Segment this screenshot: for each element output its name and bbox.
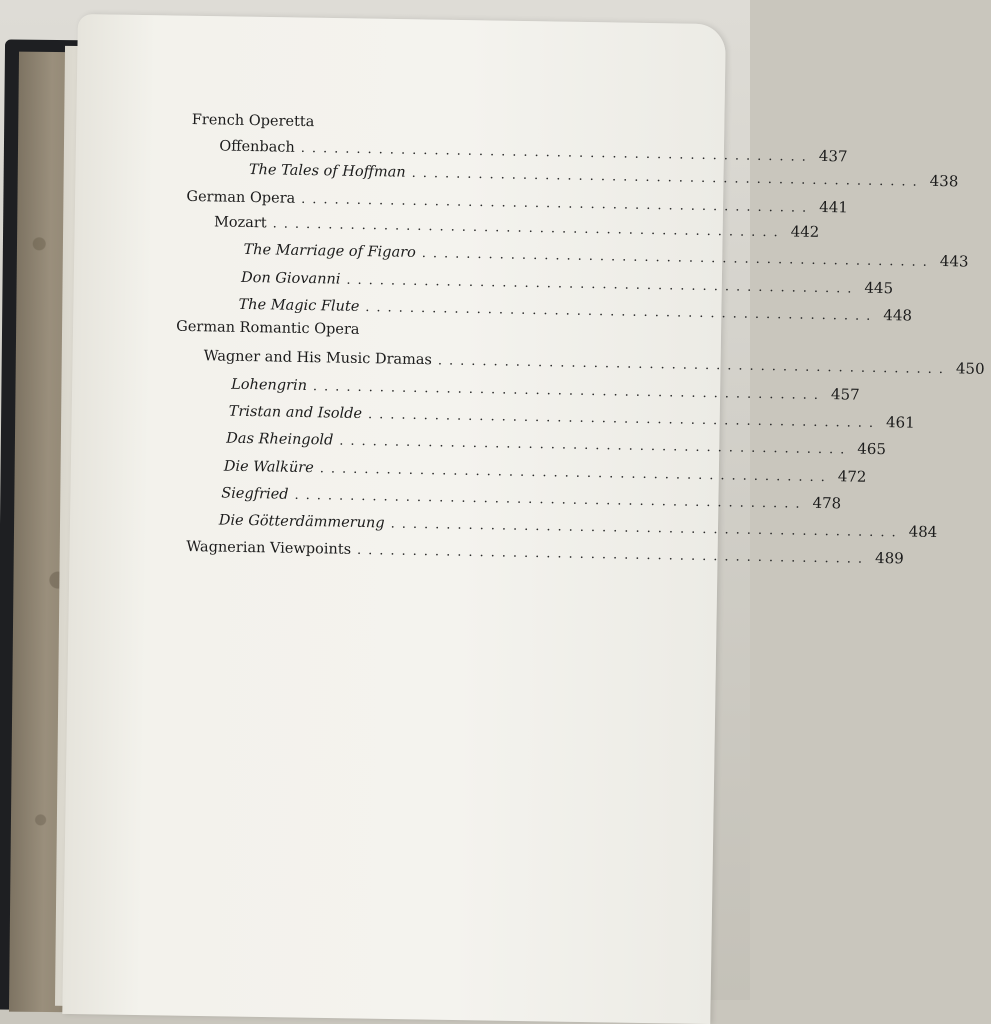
toc-entry-page: 489: [874, 548, 904, 568]
toc-entry-title: Die Walküre: [223, 458, 314, 477]
toc-entry: [221, 484, 842, 513]
dot-leader: ..............................................: [312, 379, 826, 404]
dot-leader: ..............................................: [365, 300, 878, 324]
dot-leader: ..............................................: [421, 246, 934, 270]
toc-entry-title: The Magic Flute: [238, 296, 360, 315]
toc-entry-page: 441: [819, 197, 849, 217]
dot-leader: ..............................................: [367, 407, 881, 432]
toc-entry-title: German Opera: [186, 188, 296, 207]
toc-entry: [223, 457, 867, 486]
toc-entry: [218, 511, 938, 542]
toc-entry-title: Wagner and His Music Dramas: [203, 348, 433, 369]
toc-entry-page: 438: [929, 171, 959, 191]
dot-leader: ..............................................: [301, 191, 814, 216]
dot-leader: ..............................................: [346, 272, 859, 297]
toc-entry-title: Mozart: [213, 214, 267, 232]
toc-entry: [228, 402, 915, 432]
toc-entry-page: 450: [955, 359, 985, 378]
toc-entry-title: Das Rheingold: [226, 430, 334, 449]
toc-entry-title: Wagnerian Viewpoints: [186, 538, 352, 558]
toc-entry-title: Siegfried: [221, 485, 289, 503]
dot-leader: ..............................................: [411, 165, 924, 190]
toc-entry: [243, 240, 969, 271]
toc-entry: [226, 429, 887, 459]
toc-entry-page: 437: [818, 146, 848, 166]
dot-leader: ..............................................: [356, 542, 870, 567]
dot-leader: ..............................................: [272, 216, 785, 241]
toc-entry-title: Don Giovanni: [240, 269, 341, 288]
toc-entry-page: 448: [883, 306, 913, 325]
dot-leader: ..............................................: [339, 433, 852, 458]
toc-entry-title: French Operetta: [191, 111, 315, 131]
toc-entry-title: German Romantic Opera: [176, 318, 360, 338]
toc-entry-page: 465: [857, 439, 887, 459]
dot-leader: ..............................................: [390, 516, 903, 541]
toc-entry-page: 472: [837, 467, 867, 486]
toc-entry: [231, 375, 860, 404]
dot-leader: ..............................................: [294, 487, 807, 512]
toc-entry: [219, 136, 848, 166]
toc-entry-page: 484: [908, 522, 938, 542]
toc-entry: [238, 295, 913, 325]
toc-entry-title: Tristan and Isolde: [228, 403, 363, 422]
toc-entry-page: 443: [939, 252, 969, 271]
toc-entry-heading: [192, 112, 692, 137]
toc-entry: [186, 537, 904, 568]
dot-leader: ..............................................: [437, 353, 951, 378]
toc-entry-page: 478: [812, 493, 842, 513]
toc-entry-title: Offenbach: [219, 138, 295, 156]
toc-entry-title: Die Götterdämmerung: [218, 512, 385, 532]
toc-entry-page: 457: [830, 385, 860, 404]
toc-entry-title: Lohengrin: [231, 376, 308, 395]
toc-entry: [186, 187, 849, 217]
toc-entry-title: The Tales of Hoffman: [248, 161, 406, 181]
toc-entry-page: 461: [885, 413, 915, 432]
toc-entry-page: 445: [864, 278, 894, 298]
toc-entry-page: 442: [790, 222, 820, 241]
toc-entry: [213, 212, 820, 241]
toc-entry: [248, 160, 959, 191]
toc-entry: [240, 268, 894, 298]
dot-leader: ..............................................: [319, 461, 832, 486]
dot-leader: ..............................................: [300, 140, 813, 165]
toc-entry-heading: [176, 319, 676, 344]
toc-entry-title: The Marriage of Figaro: [243, 241, 416, 261]
toc-entry: [203, 346, 985, 378]
